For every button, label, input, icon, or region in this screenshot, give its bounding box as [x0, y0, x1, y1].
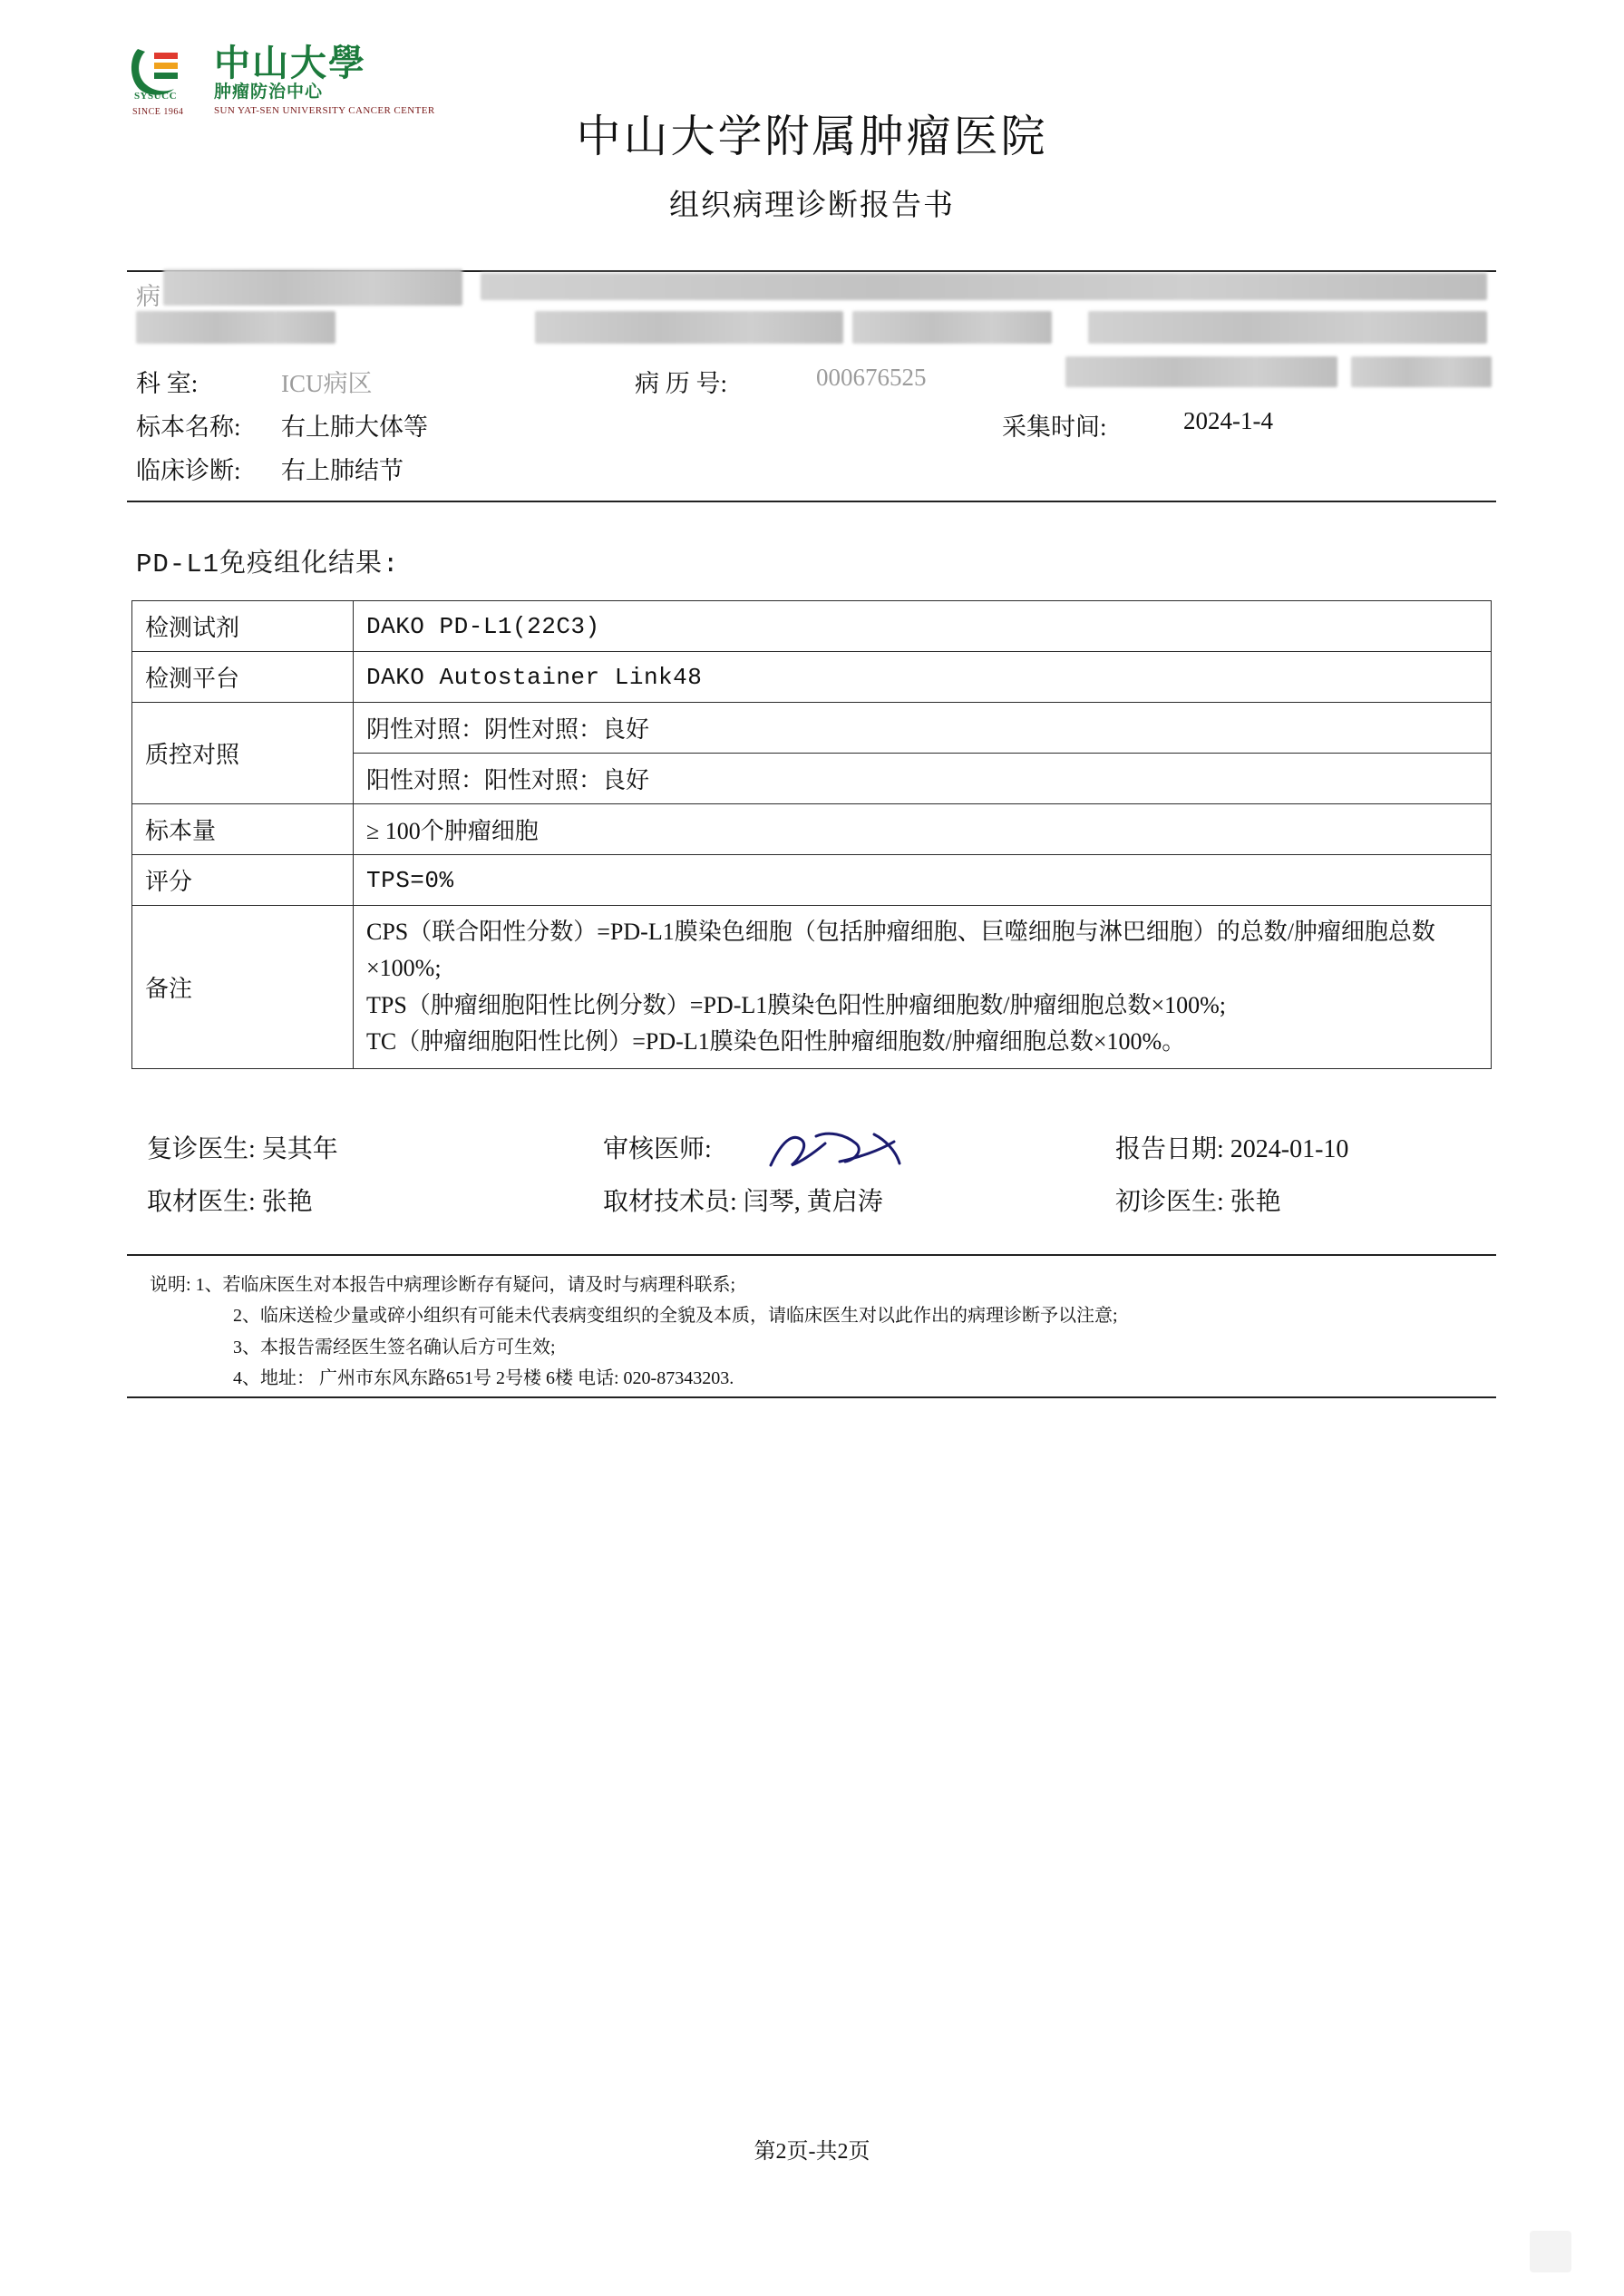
patient-info-row-5 — [127, 451, 1496, 494]
sampling-doctor — [147, 1182, 313, 1218]
report-date-label: 报告日期: — [1115, 1135, 1224, 1163]
table-row — [132, 855, 1492, 906]
pdl1-result-table — [131, 600, 1492, 1069]
logo-sub-cn: 肿瘤防治中心 — [214, 83, 324, 102]
logo-name-en: SUN YAT-SEN UNIVERSITY CANCER CENTER — [214, 105, 435, 116]
department-value: ICU病区 — [281, 370, 373, 397]
table-row — [132, 703, 1492, 754]
handwritten-signature-icon — [762, 1122, 925, 1182]
notes-divider — [127, 1396, 1496, 1398]
row-value-reagent: DAKO PD-L1(22C3) — [354, 601, 1492, 652]
hospital-title: 中山大学附属肿瘤医院 — [576, 112, 1048, 161]
redacted-field-8 — [1351, 356, 1492, 387]
remark-line-4: TC（肿瘤细胞阳性比例）=PD-L1膜染色阳性肿瘤细胞数/肿瘤细胞总数×100%。 — [366, 1027, 1186, 1055]
note-item-3: 3、本报告需经医生签名确认后方可生效; — [233, 1337, 556, 1357]
row-label-platform: 检测平台 — [132, 652, 354, 703]
remark-line-2: ×100%; — [366, 955, 442, 982]
specimen-label: 标本名称: — [136, 413, 241, 441]
notes-lead: 说明: — [150, 1275, 191, 1295]
note-item-4: 4、地址： 广州市东风东路651号 2号楼 6楼 电话: 020-87343203. — [233, 1368, 734, 1389]
logo-since: SINCE 1964 — [132, 107, 184, 117]
audit-doctor-label: 审核医师: — [603, 1135, 712, 1163]
technician — [603, 1182, 883, 1218]
page-footer: 第2页-共2页 — [754, 2140, 870, 2164]
redacted-field-3 — [136, 311, 335, 344]
table-row — [132, 804, 1492, 855]
row-value-score: TPS=0% — [354, 855, 1492, 906]
report-title: 组织病理诊断报告书 — [669, 190, 955, 222]
row-value-qc-negative: 阴性对照：阴性对照：良好 — [354, 703, 1492, 754]
redacted-field-5 — [852, 311, 1052, 344]
technician-value: 闫琴, 黄启涛 — [743, 1188, 883, 1216]
patient-name-label: 病 — [136, 283, 160, 310]
row-value-qc-positive: 阳性对照：阳性对照：良好 — [354, 754, 1492, 804]
row-label-reagent: 检测试剂 — [132, 601, 354, 652]
patient-info-row-4 — [127, 407, 1496, 451]
row-label-qc: 质控对照 — [132, 703, 354, 804]
row-label-specimen-amount: 标本量 — [132, 804, 354, 855]
report-date — [1115, 1129, 1348, 1165]
clinical-diagnosis-value: 右上肺结节 — [281, 457, 404, 484]
report-date-value: 2024-01-10 — [1230, 1135, 1349, 1163]
notes-block — [150, 1270, 1492, 1395]
redacted-field-1 — [163, 269, 462, 306]
patient-info-row-3 — [127, 364, 1496, 407]
redacted-field-7 — [1065, 356, 1337, 387]
collect-time-label: 采集时间: — [1002, 413, 1107, 441]
row-label-score: 评分 — [132, 855, 354, 906]
department-label: 科 室: — [136, 370, 199, 397]
remark-line-1: CPS（联合阳性分数）=PD-L1膜染色细胞（包括肿瘤细胞、巨噬细胞与淋巴细胞）的总数/肿瘤细胞总数 — [366, 919, 1435, 945]
collect-time-value: 2024-1-4 — [1183, 407, 1273, 434]
table-row — [132, 652, 1492, 703]
patient-info-block — [127, 277, 1496, 503]
review-doctor — [147, 1129, 338, 1165]
first-doctor — [1115, 1182, 1281, 1218]
redacted-field-4 — [535, 311, 843, 344]
row-value-platform: DAKO Autostainer Link48 — [354, 652, 1492, 703]
audit-doctor — [603, 1129, 712, 1165]
review-doctor-label: 复诊医生: — [147, 1135, 256, 1163]
report-header — [0, 0, 1624, 222]
specimen-value: 右上肺大体等 — [281, 413, 428, 441]
note-line-1 — [150, 1270, 1492, 1300]
note-item-1: 1、若临床医生对本报告中病理诊断存有疑问，请及时与病理科联系; — [195, 1275, 736, 1295]
clinical-diagnosis-label: 临床诊断: — [136, 457, 241, 484]
note-item-2: 2、临床送检少量或碎小组织有可能未代表病变组织的全貌及本质，请临床医生对以此作出的病理诊断予以注意; — [233, 1306, 1118, 1327]
remark-line-3: TPS（肿瘤细胞阳性比例分数）=PD-L1膜染色阳性肿瘤细胞数/肿瘤细胞总数×100%; — [366, 991, 1227, 1018]
table-row — [132, 601, 1492, 652]
row-label-remark: 备注 — [132, 906, 354, 1069]
technician-label: 取材技术员: — [603, 1188, 737, 1216]
redacted-field-6 — [1088, 311, 1487, 344]
section-title-pdl1: PD-L1免疫组化结果: — [136, 550, 400, 579]
row-value-remark — [354, 906, 1492, 1069]
case-number-label: 病 历 号: — [635, 370, 728, 397]
logo-name-cn: 中山大學 — [214, 43, 366, 83]
case-number-value: 000676525 — [816, 364, 927, 391]
first-doctor-label: 初诊医生: — [1115, 1188, 1224, 1216]
signature-row-2 — [127, 1182, 1496, 1234]
review-doctor-value: 吴其年 — [261, 1135, 338, 1163]
sampling-doctor-label: 取材医生: — [147, 1188, 256, 1216]
first-doctor-value: 张艳 — [1230, 1188, 1281, 1216]
redacted-field-2 — [481, 273, 1487, 300]
info-divider-bottom — [127, 501, 1496, 502]
logo-acronym: SYSUCC — [134, 91, 178, 102]
watermark-icon — [1530, 2231, 1571, 2272]
table-row — [132, 906, 1492, 1069]
sampling-doctor-value: 张艳 — [261, 1188, 313, 1216]
row-value-specimen-amount: ≥ 100个肿瘤细胞 — [354, 804, 1492, 855]
signature-divider — [127, 1254, 1496, 1256]
